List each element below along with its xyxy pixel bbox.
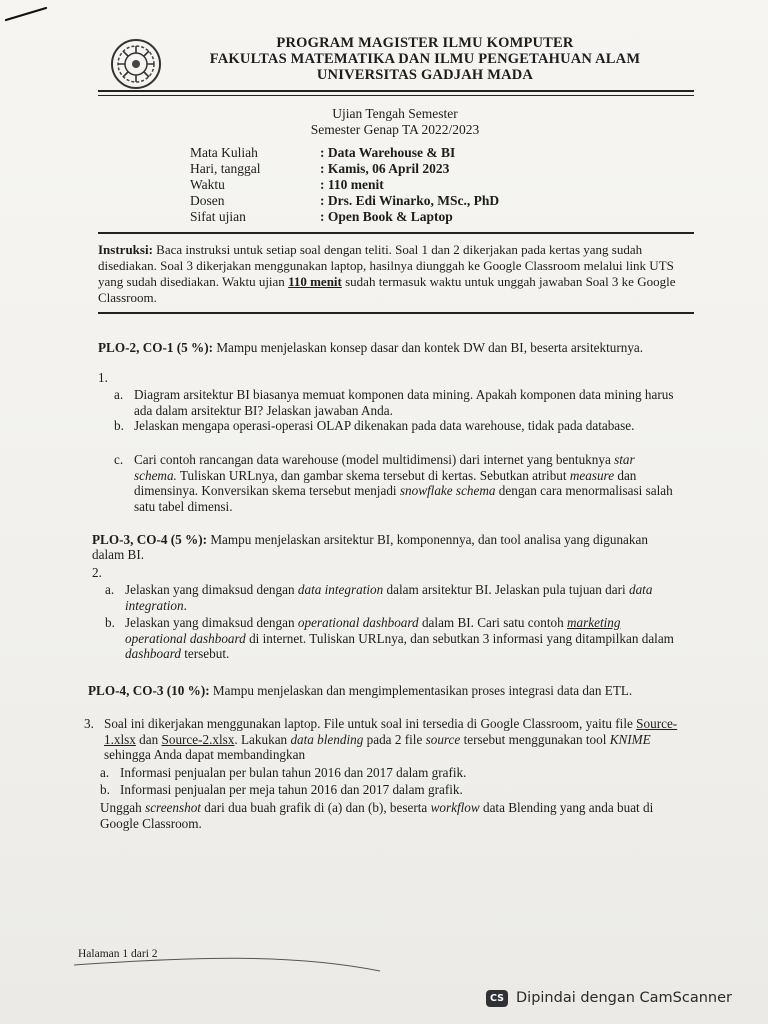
info-value: : Data Warehouse & BI	[320, 145, 456, 160]
page-number: Halaman 1 dari 2	[78, 948, 158, 960]
term-source: source	[425, 731, 461, 747]
section-2-desc: Mampu menjelaskan arsitektur BI, komponennya, dan tool analisa yang digunakan dalam BI.	[92, 532, 648, 562]
header-program: PROGRAM MAGISTER ILMU KOMPUTER	[276, 35, 574, 51]
instructions-rule-top	[98, 232, 694, 234]
term-workflow: workflow	[430, 800, 480, 815]
item-marker: b.	[100, 782, 110, 797]
instructions-duration: 110 menit	[288, 274, 342, 289]
question-3: 3. Soal ini dikerjakan menggunakan laptop. File untuk soal ini tersedia di Google Classroom, yaitu file Source-1.xlsx dan Source-2.xlsx. Lakukan data blending pada 2 file source tersebut menggunakan tool KNIME sehingga Anda dapat membandingkan	[84, 716, 678, 762]
item-text: Jelaskan mengapa operasi-operasi OLAP dikenakan pada data warehouse, tidak pada database.	[134, 418, 635, 433]
info-label: Hari, tanggal	[190, 161, 261, 176]
section-3-desc: Mampu menjelaskan dan mengimplementasikan proses integrasi data dan ETL.	[209, 683, 633, 698]
question-2a: a. Jelaskan yang dimaksud dengan data integration dalam arsitektur BI. Jelaskan pula tujuan dari data integration.	[105, 582, 653, 613]
info-value: : Kamis, 06 April 2023	[320, 161, 450, 176]
header-university: UNIVERSITAS GADJAH MADA	[316, 67, 534, 83]
term-measure: measure	[569, 467, 615, 483]
question-3-number: 3.	[84, 716, 94, 731]
exam-title: Ujian Tengah Semester	[332, 106, 458, 121]
term-screenshot: screenshot	[145, 800, 201, 815]
term-marketing: marketing	[566, 615, 621, 630]
file-source-1: Source-1.xlsx	[104, 716, 678, 747]
item-marker: c.	[114, 452, 124, 467]
pen-stroke-mark	[4, 4, 48, 24]
camscanner-icon: CS	[486, 990, 508, 1007]
exam-semester: Semester Genap TA 2022/2023	[310, 122, 480, 137]
question-1b	[114, 418, 674, 434]
info-label: Sifat ujian	[190, 209, 246, 224]
question-1c: c. Cari contoh rancangan data warehouse (model multidimensi) dari internet yang bentuknya star schema. Tuliskan URLnya, dan gambar skema tersebut di kertas. Sebutkan atribut measure dan dimensinya. Konversikan skema tersebut menjadi snowflake schema dengan cara menormalisasi salah satu tabel dimensi.	[114, 452, 673, 514]
camscanner-text: Dipindai dengan CamScanner	[516, 990, 733, 1006]
question-2-number: 2.	[92, 565, 102, 580]
instructions-block	[98, 242, 694, 306]
term-dashboard: dashboard	[125, 646, 181, 661]
header-rule-top	[98, 90, 694, 92]
header-rule-thin	[98, 95, 694, 96]
question-3b	[100, 782, 680, 798]
term-data-integration: data integration	[125, 582, 653, 613]
term-operational-dashboard: operational dashboard	[125, 630, 246, 646]
item-marker: a.	[105, 582, 115, 597]
section-1-plo: PLO-2, CO-1 (5 %):	[98, 340, 214, 355]
question-3-upload-instruction: Unggah screenshot dari dua buah grafik di (a) dan (b), beserta workflow data Blending yang anda buat di Google Classroom.	[100, 800, 654, 831]
item-text: Informasi penjualan per meja tahun 2016 dan 2017 dalam grafik.	[120, 782, 463, 797]
section-3-objective	[88, 683, 688, 698]
instructions-rule-bottom	[98, 312, 694, 314]
section-2-objective	[92, 532, 662, 562]
info-value: : Drs. Edi Winarko, MSc., PhD	[320, 193, 500, 208]
section-2-plo: PLO-3, CO-4 (5 %):	[92, 532, 208, 547]
info-value: : Open Book & Laptop	[320, 209, 453, 224]
university-seal-logo	[110, 38, 162, 90]
term-operational-dashboard: operational dashboard	[297, 615, 419, 630]
item-marker: b.	[114, 418, 124, 433]
question-2b: b. Jelaskan yang dimaksud dengan operational dashboard dalam BI. Cari satu contoh marketing operational dashboard di internet. Tuliskan URLnya, dan sebutkan 3 informasi yang ditampilkan dalam dashboard tersebut.	[105, 615, 674, 661]
term-data-integration: data integration	[297, 582, 384, 597]
instructions-text: sudah termasuk waktu untuk unggah jawaban Soal 3 ke Google Classroom.	[98, 274, 676, 305]
info-label: Dosen	[190, 193, 225, 208]
term-data-blending: data blending	[290, 731, 364, 747]
camscanner-watermark	[486, 987, 762, 1009]
term-knime: KNIME	[609, 731, 651, 747]
item-marker: a.	[114, 387, 124, 402]
item-text: Informasi penjualan per bulan tahun 2016 dan 2017 dalam grafik.	[120, 765, 467, 780]
question-1a	[114, 387, 674, 418]
info-label: Waktu	[190, 177, 225, 192]
instructions-label: Instruksi:	[98, 242, 153, 257]
instructions-text: Baca instruksi untuk setiap soal dengan teliti. Soal 1 dan 2 dikerjakan pada kertas yang sudah disediakan. Soal 3 dikerjakan menggunakan laptop, hasilnya diunggah ke Google Classroom melalui link UTS yang sudah disediakan. Waktu ujian	[98, 242, 674, 289]
section-1-desc: Mampu menjelaskan konsep dasar dan kontek DW dan BI, beserta arsitekturnya.	[213, 340, 644, 355]
header-faculty: FAKULTAS MATEMATIKA DAN ILMU PENGETAHUAN ALAM	[209, 51, 641, 67]
term-star-schema: star schema.	[134, 452, 635, 483]
info-label: Mata Kuliah	[190, 145, 258, 160]
question-3a	[100, 765, 680, 781]
file-source-2: Source-2.xlsx	[161, 731, 235, 747]
info-value: : 110 menit	[320, 177, 384, 192]
question-1-number: 1.	[98, 370, 108, 385]
item-marker: b.	[105, 615, 115, 630]
item-text: Diagram arsitektur BI biasanya memuat komponen data mining. Apakah komponen data mining harus ada dalam arsitektur BI? Jelaskan jawaban Anda.	[134, 387, 674, 418]
term-snowflake-schema: snowflake schema	[399, 483, 496, 498]
section-1-objective	[98, 340, 658, 355]
item-marker: a.	[100, 765, 110, 780]
section-3-plo: PLO-4, CO-3 (10 %):	[88, 683, 210, 698]
